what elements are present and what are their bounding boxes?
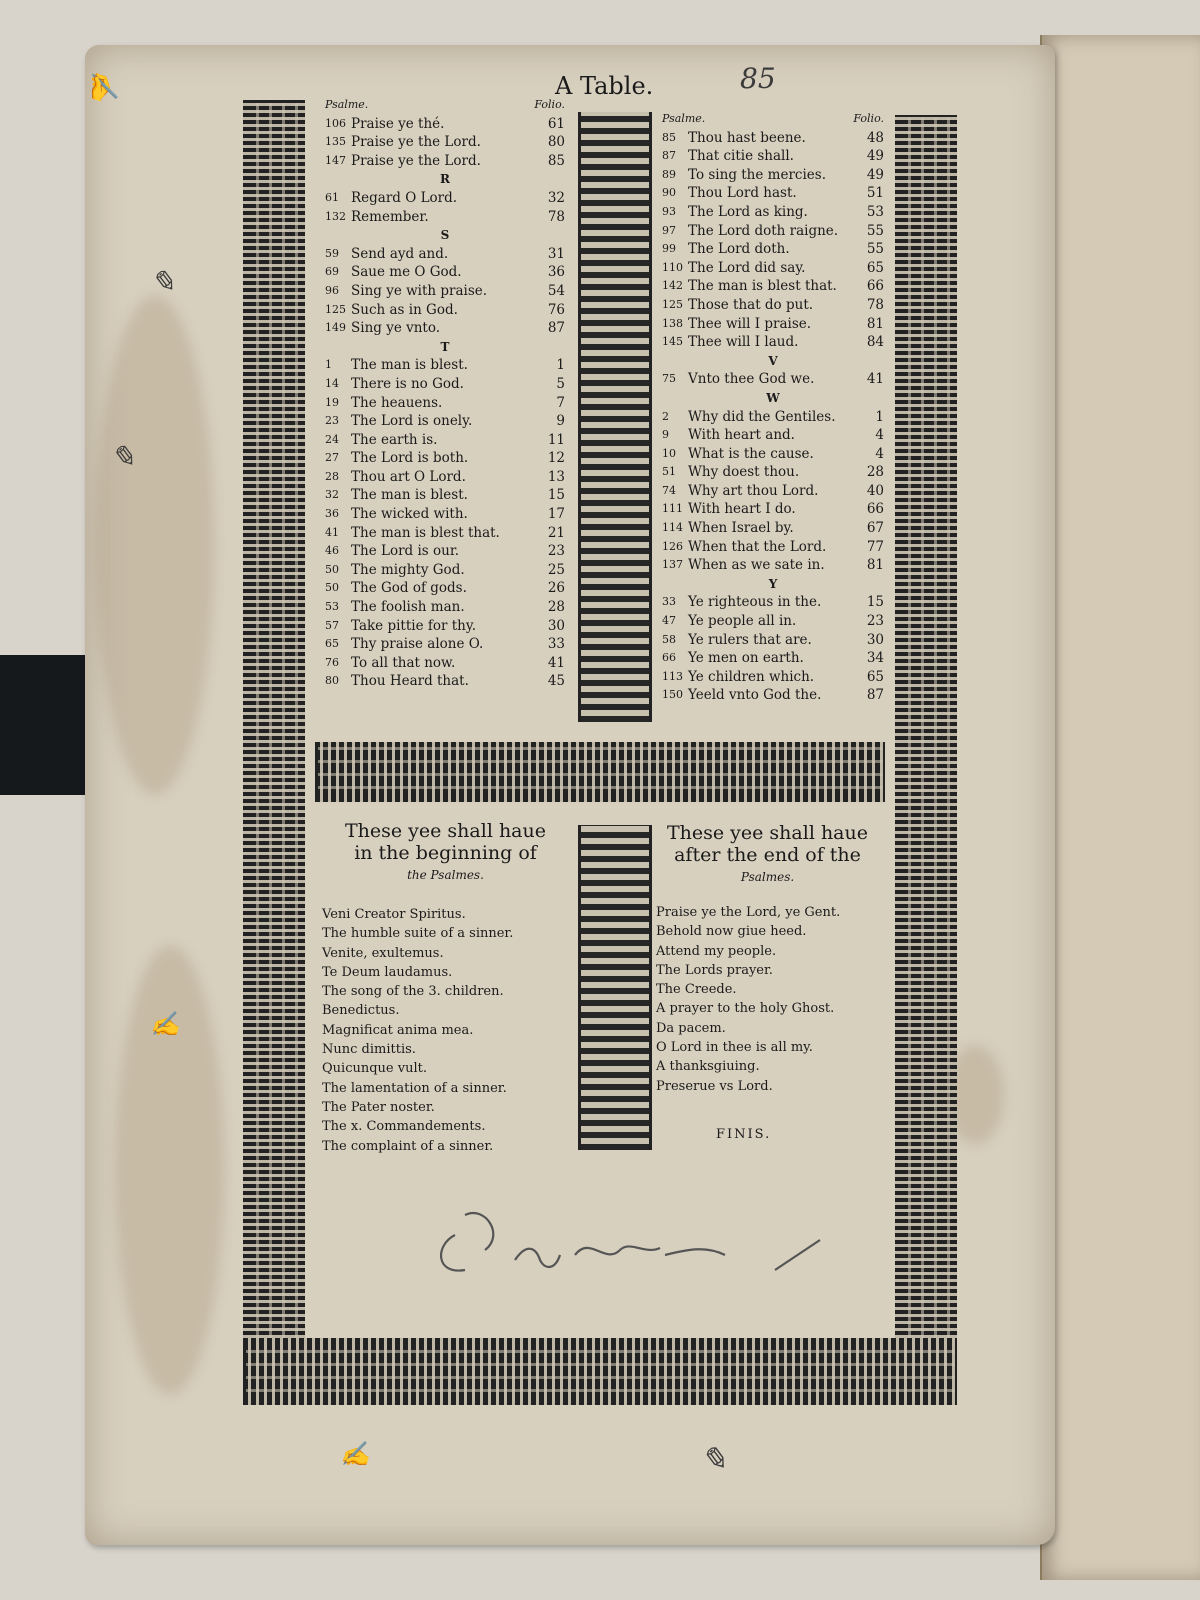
psalm-incipit: Praise ye the Lord. [351, 152, 481, 169]
hymn-item: Quicunque vult. [322, 1061, 427, 1077]
psalm-number: 74 [662, 483, 676, 497]
psalm-incipit: Why doest thou. [688, 464, 800, 481]
hymn-item: The song of the 3. children. [322, 984, 504, 1000]
index-left-column [325, 96, 565, 691]
index-entry [662, 668, 884, 687]
psalm-incipit: With heart I do. [688, 501, 796, 518]
psalm-number: 47 [662, 614, 676, 628]
folio-number: 23 [547, 543, 565, 560]
folio-number: 54 [547, 282, 565, 299]
index-entry [325, 635, 565, 654]
psalm-number: 32 [325, 488, 339, 502]
psalm-incipit: With heart and. [688, 427, 795, 444]
psalm-number: 132 [325, 209, 346, 223]
index-right-column [662, 110, 884, 705]
psalm-number: 1 [325, 358, 332, 372]
index-entry [662, 296, 884, 315]
psalm-number: 150 [662, 688, 683, 702]
folio-number: 15 [866, 594, 884, 611]
folio-number: 49 [866, 148, 884, 165]
psalm-number: 87 [662, 149, 676, 163]
folio-number: 36 [547, 264, 565, 281]
hymn-item: The Pater noster. [322, 1099, 435, 1115]
psalm-number: 114 [662, 521, 683, 535]
index-entry [325, 394, 565, 413]
psalm-number: 10 [662, 446, 676, 460]
index-entry [662, 649, 884, 668]
psalm-number: 99 [662, 242, 676, 256]
psalm-number: 65 [325, 637, 339, 651]
lower-left-heading: These yee shall haue in the beginning of the Psalmes. [344, 820, 546, 882]
psalm-number: 96 [325, 283, 339, 297]
hymn-item: The Creede. [656, 982, 737, 998]
folio-number: 4 [875, 427, 884, 444]
folio-number: 13 [547, 468, 565, 485]
ornament-divider-horizontal [315, 742, 885, 802]
lower-right-list [656, 903, 886, 1096]
psalm-incipit: The foolish man. [351, 599, 465, 616]
index-entry [325, 115, 565, 134]
lower-left-list [322, 905, 577, 1156]
psalm-number: 147 [325, 153, 346, 167]
page-header: A Table. [555, 72, 654, 100]
margin-handwriting: ✍ [340, 1440, 370, 1468]
psalm-incipit: Ye people all in. [688, 613, 797, 630]
psalm-incipit: Ye men on earth. [688, 650, 804, 667]
hymn-item: Te Deum laudamus. [322, 964, 453, 980]
section-letter: S [440, 228, 450, 243]
folio-number: 12 [547, 450, 565, 467]
psalm-incipit: The man is blest. [351, 357, 468, 374]
folio-number: 32 [547, 189, 565, 206]
hymn-item: Venite, exultemus. [322, 945, 444, 961]
index-entry [325, 449, 565, 468]
margin-handwriting: ✍ [150, 1010, 180, 1038]
index-entry [325, 672, 565, 691]
psalm-number: 41 [325, 525, 339, 539]
folio-number: 87 [866, 687, 884, 704]
folio-number: 49 [866, 166, 884, 183]
psalm-incipit: Thou Lord hast. [688, 185, 797, 202]
index-entry [325, 468, 565, 487]
psalm-incipit: When that the Lord. [688, 538, 827, 555]
hymn-item: Preserue vs Lord. [656, 1078, 773, 1094]
folio-number: 30 [866, 631, 884, 648]
index-entry [325, 282, 565, 301]
index-entry [662, 333, 884, 352]
psalm-number: 33 [662, 595, 676, 609]
hymn-item: A thanksgiuing. [656, 1059, 760, 1075]
psalm-number: 57 [325, 618, 339, 632]
index-entry [662, 315, 884, 334]
hymn-item: Behold now giue heed. [656, 924, 807, 940]
psalm-number: 61 [325, 190, 339, 204]
ornament-border-right [895, 115, 957, 1405]
facing-page-edge [1040, 35, 1200, 1580]
section-letter: Y [768, 576, 778, 591]
folio-number: 17 [547, 506, 565, 523]
hymn-item: The x. Commandements. [322, 1119, 486, 1135]
psalm-incipit: When Israel by. [688, 520, 794, 537]
folio-number: 41 [866, 371, 884, 388]
psalm-number: 50 [325, 562, 339, 576]
psalm-incipit: What is the cause. [688, 445, 814, 462]
psalm-incipit: When as we sate in. [688, 557, 825, 574]
folio-number: 11 [547, 431, 565, 448]
psalm-number: 135 [325, 135, 346, 149]
psalm-incipit: The wicked with. [351, 506, 468, 523]
psalm-incipit: To sing the mercies. [688, 166, 826, 183]
psalm-number: 50 [325, 581, 339, 595]
index-entry [662, 203, 884, 222]
index-entry [662, 370, 884, 389]
handwritten-signature [425, 1205, 845, 1285]
index-entry [662, 463, 884, 482]
folio-number: 9 [556, 413, 565, 430]
psalm-number: 9 [662, 428, 669, 442]
column-head: Psalme. Folio. [325, 98, 565, 111]
index-entry [662, 166, 884, 185]
index-entry [662, 240, 884, 259]
index-entry [662, 259, 884, 278]
folio-number: 81 [866, 315, 884, 332]
psalm-number: 19 [325, 395, 339, 409]
folio-number: 78 [547, 208, 565, 225]
psalm-incipit: Thy praise alone O. [351, 636, 484, 653]
index-entry [662, 222, 884, 241]
folio-number: 23 [866, 613, 884, 630]
index-entry [662, 631, 884, 650]
index-entry [325, 356, 565, 375]
index-entry [662, 556, 884, 575]
psalm-incipit: Thou art O Lord. [351, 468, 466, 485]
hymn-item: Attend my people. [656, 943, 777, 959]
psalm-incipit: Praise ye the Lord. [351, 134, 481, 151]
lower-right-heading: These yee shall haue after the end of the Psalmes. [666, 822, 868, 884]
psalm-incipit: To all that now. [351, 654, 456, 671]
psalm-number: 2 [662, 409, 669, 423]
handwritten-folio: 85 [740, 62, 776, 95]
index-entry [325, 486, 565, 505]
psalm-number: 97 [662, 223, 676, 237]
folio-number: 30 [547, 617, 565, 634]
psalm-number: 46 [325, 544, 339, 558]
psalm-number: 111 [662, 502, 683, 516]
psalm-incipit: The Lord doth. [688, 241, 790, 258]
folio-number: 5 [556, 375, 565, 392]
psalm-number: 27 [325, 451, 339, 465]
psalm-incipit: Why did the Gentiles. [688, 408, 836, 425]
folio-number: 67 [866, 520, 884, 537]
folio-number: 21 [547, 524, 565, 541]
psalm-incipit: Sing ye vnto. [351, 320, 441, 337]
index-entry [325, 524, 565, 543]
index-entry [325, 263, 565, 282]
psalm-number: 145 [662, 335, 683, 349]
psalm-number: 59 [325, 246, 339, 260]
psalm-number: 36 [325, 507, 339, 521]
psalm-incipit: That citie shall. [688, 148, 794, 165]
index-entry [325, 208, 565, 227]
column-head: Psalme. Folio. [662, 112, 884, 125]
psalm-number: 51 [662, 465, 676, 479]
hymn-item: The Lords prayer. [656, 962, 773, 978]
psalm-number: 28 [325, 469, 339, 483]
psalm-incipit: Ye children which. [688, 668, 815, 685]
psalm-incipit: Thou hast beene. [688, 129, 806, 146]
psalm-incipit: Thou Heard that. [351, 673, 469, 690]
hymn-item: Praise ye the Lord, ye Gent. [656, 905, 841, 920]
psalm-incipit: Saue me O God. [351, 264, 462, 281]
index-entry [662, 686, 884, 705]
psalm-incipit: The Lord doth raigne. [688, 222, 839, 239]
psalm-incipit: Thee will I laud. [688, 334, 799, 351]
index-entry [662, 129, 884, 148]
index-entry [325, 505, 565, 524]
psalm-incipit: Take pittie for thy. [351, 617, 476, 634]
finis-label: FINIS. [716, 1127, 772, 1142]
index-entry [325, 319, 565, 338]
folio-number: 51 [866, 185, 884, 202]
ornament-border-bottom [243, 1338, 957, 1405]
index-entry [325, 654, 565, 673]
index-list [325, 115, 565, 691]
hymn-item: Benedictus. [322, 1003, 400, 1019]
section-letter: W [766, 390, 780, 405]
margin-handwriting: ✎ [700, 1440, 727, 1478]
psalm-number: 24 [325, 432, 339, 446]
index-entry [662, 500, 884, 519]
psalm-number: 85 [662, 130, 676, 144]
index-entry [325, 431, 565, 450]
psalm-incipit: The man is blest that. [351, 524, 500, 541]
index-entry [662, 445, 884, 464]
psalm-number: 80 [325, 674, 339, 688]
folio-number: 87 [547, 320, 565, 337]
folio-number: 80 [547, 134, 565, 151]
psalm-number: 126 [662, 539, 683, 553]
psalm-incipit: The Lord is our. [351, 543, 460, 560]
margin-handwriting: ✎ [110, 440, 136, 475]
hymn-item: Magnificat anima mea. [322, 1022, 474, 1038]
folio-number: 66 [866, 501, 884, 518]
hymn-item: The humble suite of a sinner. [322, 926, 514, 942]
index-entry [662, 519, 884, 538]
psalm-incipit: Why art thou Lord. [688, 482, 819, 499]
hymn-item: O Lord in thee is all my. [656, 1040, 813, 1056]
hymn-item: The complaint of a sinner. [322, 1138, 494, 1154]
index-entry [325, 561, 565, 580]
index-entry [325, 301, 565, 320]
margin-handwriting: ✎ [150, 265, 176, 300]
index-entry [662, 408, 884, 427]
psalm-incipit: Vnto thee God we. [688, 371, 815, 388]
folio-number: 26 [547, 580, 565, 597]
folio-number: 33 [547, 636, 565, 653]
folio-number: 77 [866, 538, 884, 555]
index-entry [325, 542, 565, 561]
psalm-incipit: The man is blest. [351, 487, 468, 504]
folio-number: 55 [866, 241, 884, 258]
psalm-incipit: Ye righteous in the. [688, 594, 822, 611]
psalm-incipit: Remember. [351, 208, 429, 225]
folio-number: 28 [866, 464, 884, 481]
index-entry [662, 277, 884, 296]
folio-number: 48 [866, 129, 884, 146]
psalm-incipit: Sing ye with praise. [351, 282, 488, 299]
folio-number: 78 [866, 296, 884, 313]
psalm-number: 106 [325, 116, 346, 130]
hymn-item: A prayer to the holy Ghost. [656, 1001, 835, 1017]
index-entry [325, 189, 565, 208]
psalm-number: 75 [662, 372, 676, 386]
index-entry [662, 593, 884, 612]
psalm-incipit: The Lord is both. [351, 450, 469, 467]
psalm-number: 76 [325, 655, 339, 669]
folio-number: 41 [547, 654, 565, 671]
psalm-number: 53 [325, 600, 339, 614]
psalm-number: 142 [662, 279, 683, 293]
section-letter: R [440, 172, 450, 187]
ornament-divider-vertical-lower [578, 825, 652, 1150]
folio-number: 65 [866, 668, 884, 685]
ornament-border-left [243, 100, 305, 1405]
psalm-number: 93 [662, 204, 676, 218]
folio-number: 84 [866, 334, 884, 351]
index-entry [662, 538, 884, 557]
psalm-incipit: Praise ye thé. [351, 115, 445, 132]
index-entry [662, 147, 884, 166]
folio-number: 53 [866, 203, 884, 220]
folio-number: 15 [547, 487, 565, 504]
folio-number: 45 [547, 673, 565, 690]
psalm-incipit: Regard O Lord. [351, 189, 458, 206]
psalm-incipit: The God of gods. [351, 580, 467, 597]
hymn-item: Da pacem. [656, 1020, 726, 1036]
index-entry [325, 598, 565, 617]
folio-number: 85 [547, 152, 565, 169]
stain [95, 295, 215, 795]
section-letter: V [768, 353, 778, 368]
folio-number: 65 [866, 259, 884, 276]
psalm-incipit: Ye rulers that are. [688, 631, 812, 648]
psalm-incipit: Send ayd and. [351, 245, 449, 262]
index-entry [662, 426, 884, 445]
psalm-number: 23 [325, 414, 339, 428]
psalm-incipit: The Lord as king. [688, 203, 808, 220]
folio-number: 28 [547, 599, 565, 616]
index-entry [325, 617, 565, 636]
psalm-incipit: The Lord did say. [688, 259, 806, 276]
binding-tape [0, 655, 95, 795]
psalm-number: 90 [662, 186, 676, 200]
ornament-divider-vertical-upper [578, 112, 652, 722]
psalm-incipit: Such as in God. [351, 301, 458, 318]
index-entry [325, 412, 565, 431]
folio-number: 25 [547, 561, 565, 578]
folio-number: 1 [875, 408, 884, 425]
psalm-number: 89 [662, 167, 676, 181]
psalm-number: 138 [662, 316, 683, 330]
index-list [662, 129, 884, 705]
psalm-incipit: Thee will I praise. [688, 315, 812, 332]
folio-number: 4 [875, 445, 884, 462]
folio-number: 7 [556, 394, 565, 411]
psalm-number: 14 [325, 376, 339, 390]
folio-number: 61 [547, 115, 565, 132]
index-entry [325, 375, 565, 394]
psalm-incipit: The Lord is onely. [351, 413, 473, 430]
psalm-incipit: The mighty God. [351, 561, 465, 578]
psalm-number: 58 [662, 632, 676, 646]
psalm-number: 137 [662, 558, 683, 572]
section-letter: T [440, 339, 450, 354]
psalm-number: 125 [662, 297, 683, 311]
psalm-incipit: The man is blest that. [688, 278, 837, 295]
folio-number: 1 [556, 357, 565, 374]
folio-number: 55 [866, 222, 884, 239]
folio-number: 81 [866, 557, 884, 574]
index-entry [325, 133, 565, 152]
folio-number: 31 [547, 245, 565, 262]
folio-number: 34 [866, 650, 884, 667]
psalm-number: 110 [662, 260, 683, 274]
folio-number: 40 [866, 482, 884, 499]
margin-handwriting: ✍ [88, 70, 118, 103]
hymn-item: Veni Creator Spiritus. [322, 907, 466, 922]
psalm-incipit: There is no God. [351, 375, 464, 392]
index-entry [325, 579, 565, 598]
psalm-number: 69 [325, 265, 339, 279]
psalm-number: 149 [325, 321, 346, 335]
hymn-item: The lamentation of a sinner. [322, 1080, 507, 1096]
index-entry [662, 482, 884, 501]
psalm-number: 113 [662, 669, 683, 683]
folio-number: 66 [866, 278, 884, 295]
psalm-incipit: Yeeld vnto God the. [688, 687, 822, 704]
psalm-incipit: Those that do put. [688, 296, 814, 313]
folio-number: 76 [547, 301, 565, 318]
index-entry [325, 152, 565, 171]
psalm-incipit: The heauens. [351, 394, 443, 411]
index-entry [325, 245, 565, 264]
psalm-number: 66 [662, 651, 676, 665]
hymn-item: Nunc dimittis. [322, 1042, 416, 1058]
psalm-number: 125 [325, 302, 346, 316]
index-entry [662, 612, 884, 631]
psalm-incipit: The earth is. [351, 431, 438, 448]
index-entry [662, 184, 884, 203]
